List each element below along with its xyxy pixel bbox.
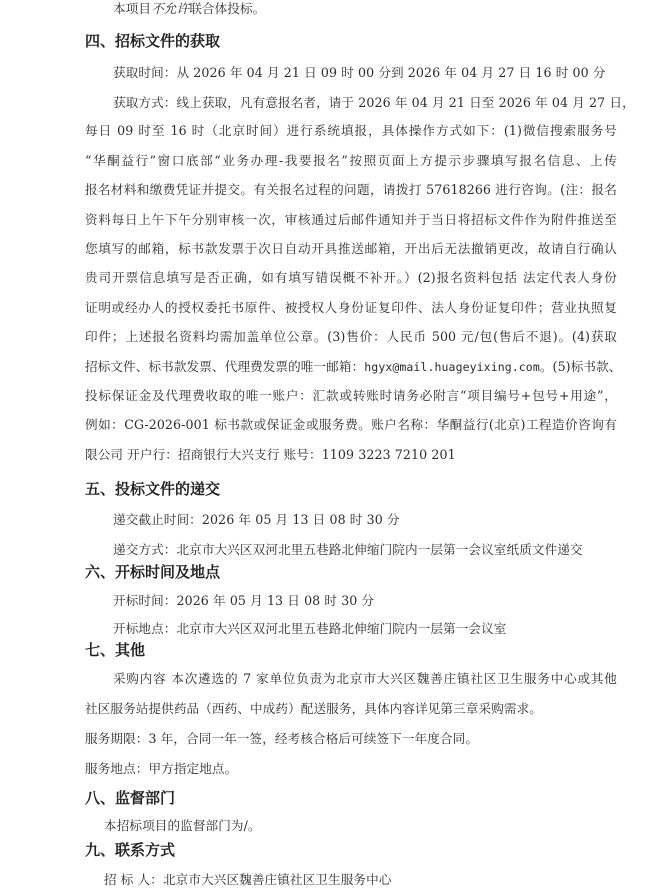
intro-italic: 不允许: [151, 1, 190, 16]
service-period: 服务期限：3 年，合同一年一签，经考核合格后可续签下一年度合同。: [85, 731, 479, 746]
account-line-1: 投标保证金及代理费收取的唯一账户：汇款或转账时请务必附言“项目编号+包号+用途”，: [85, 388, 617, 403]
acquire-method-line-2: 每日 09 时至 16 时（北京时间）进行系统填报，具体操作方式如下：(1)微信搜索服务号: [85, 123, 617, 138]
email-line-prefix: 招标文件、标书款发票、代理费发票的唯一邮箱：: [85, 359, 365, 374]
email-line-suffix: 。(5)标书款、: [539, 359, 622, 374]
intro-suffix: 联合体投标。: [189, 1, 266, 16]
section-8-title: 八、监督部门: [85, 789, 176, 807]
joint-bid-note: [113, 0, 265, 18]
email-line: [85, 358, 621, 376]
section-4-title: 四、招标文件的获取: [85, 32, 221, 50]
acquire-time: 获取时间：从 2026 年 04 月 21 日 09 时 00 分到 2026 年 04 月 27 日 16 时 00 分: [113, 65, 606, 80]
procurement-content-line-2: 社区服务站提供药品（西药、中成药）配送服务，具体内容详见第三章采购需求。: [85, 701, 542, 716]
acquire-method-line-8: 证明或经办人的授权委托书原件、被授权人身份证复印件、法人身份证复印件；营业执照复: [85, 300, 617, 315]
acquire-method-line-3: “华酮益行”窗口底部“业务办理-我要报名”按照页面上方提示步骤填写报名信息、上传: [85, 153, 617, 168]
procurement-content-line-1: 采购内容 本次遴选的 7 家单位负责为北京市大兴区魏善庄镇社区卫生服务中心或其他: [113, 671, 617, 686]
supervision-text: 本招标项目的监督部门为/。: [104, 818, 261, 833]
section-7-title: 七、其他: [85, 641, 146, 659]
acquire-method-line-7: 贵司开票信息填写是否正确，如有填写错误概不补开。）(2)报名资料包括 法定代表人身份: [85, 270, 617, 285]
opening-time: 开标时间：2026 年 05 月 13 日 08 时 30 分: [113, 593, 375, 608]
section-5-title: 五、投标文件的递交: [85, 480, 221, 498]
acquire-method-line-1: 获取方式：线上获取，凡有意报名者，请于 2026 年 04 月 21 日至 2026 年 04 月 27 日，: [113, 95, 635, 110]
tenderer-line: 招 标 人：北京市大兴区魏善庄镇社区卫生服务中心: [104, 872, 392, 887]
acquire-method-line-5: 资料每日上午下午分别审核一次，审核通过后邮件通知并于当日将招标文件作为附件推送至: [85, 212, 617, 227]
submit-method: 递交方式：北京市大兴区双河北里五巷路北伸缩门院内一层第一会议室纸质文件递交: [113, 542, 583, 557]
contact-email: hgyx@mail.huageyixing.com: [364, 360, 540, 374]
section-9-title: 九、联系方式: [85, 841, 176, 859]
bank-account-line: 限公司 开户行：招商银行大兴支行 账号：1109 3223 7210 201: [85, 447, 456, 462]
acquire-method-line-4: 报名材料和缴费凭证并提交。有关报名过程的问题，请拨打 57618266 进行咨询。(注：报名: [85, 182, 617, 197]
section-6-title: 六、开标时间及地点: [85, 563, 221, 581]
service-location: 服务地点：甲方指定地点。: [85, 761, 238, 776]
acquire-method-line-6: 您填写的邮箱，标书款发票于次日自动开具推送邮箱，开出后无法撤销更改，故请自行确认: [85, 241, 617, 256]
intro-prefix: 本项目: [113, 1, 152, 16]
account-line-2: 例如：CG-2026-001 标书款或保证金或服务费。账户名称：华酮益行(北京)工程造价咨询有: [85, 417, 617, 432]
opening-place: 开标地点：北京市大兴区双河北里五巷路北伸缩门院内一层第一会议室: [113, 621, 507, 636]
submit-deadline: 递交截止时间：2026 年 05 月 13 日 08 时 30 分: [113, 512, 400, 527]
acquire-method-line-9: 印件；上述报名资料均需加盖单位公章。(3)售价：人民币 500 元/包(售后不退)。(4)获取: [85, 329, 617, 344]
